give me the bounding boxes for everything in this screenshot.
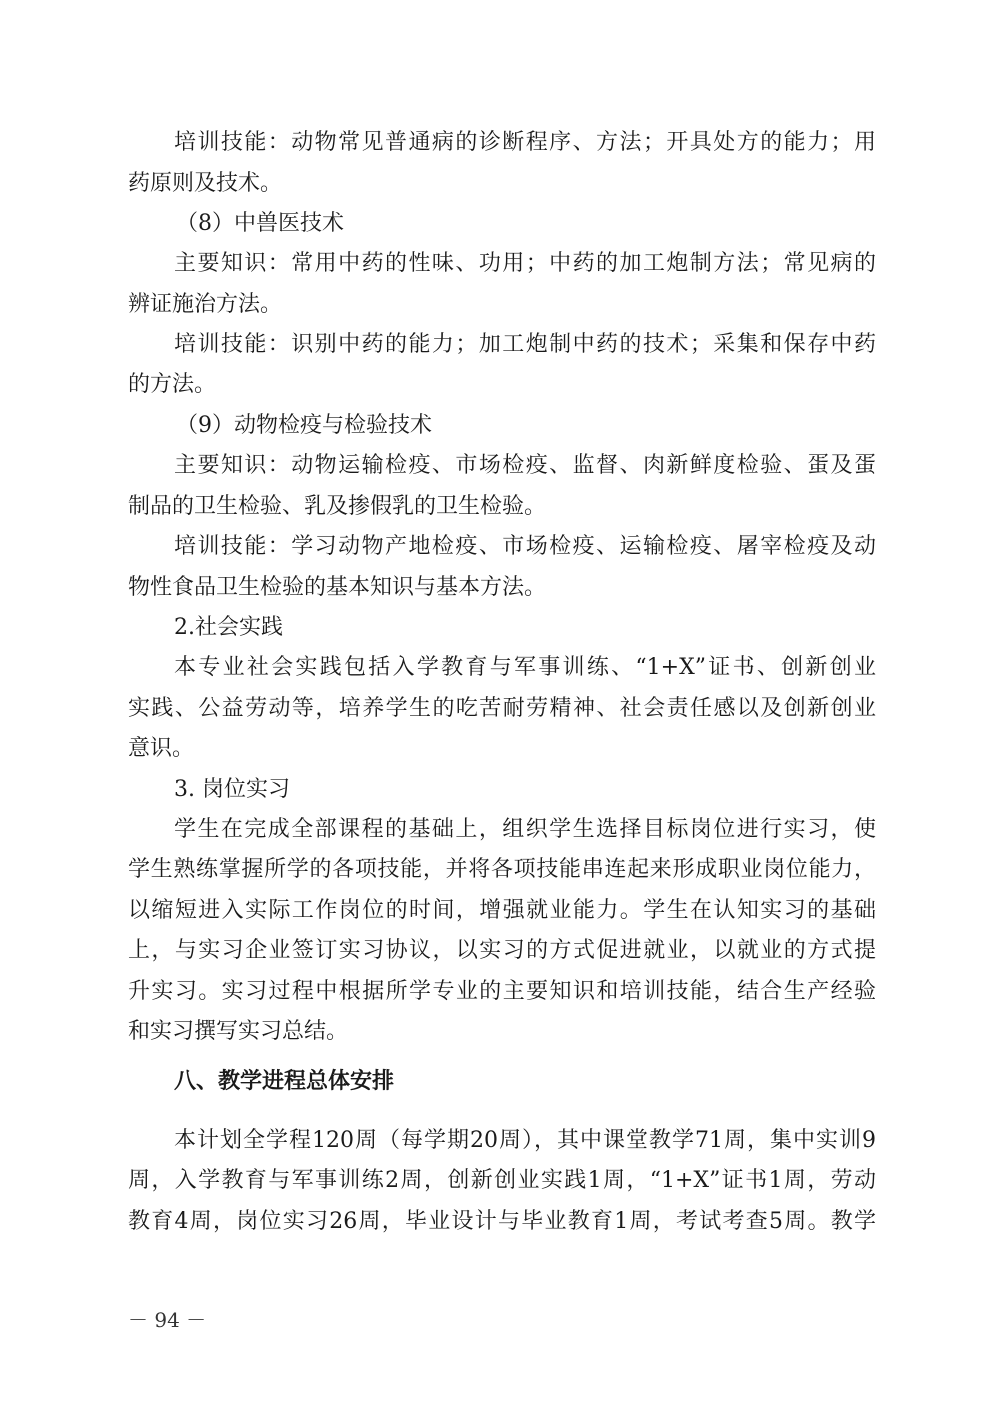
text-line: 的方法。 xyxy=(128,372,217,397)
text-line: 上，与实习企业签订实习协议，以实习的方式促进就业，以就业的方式提 xyxy=(128,938,876,963)
text-line: 药原则及技术。 xyxy=(128,171,283,196)
text-line: 主要知识：动物运输检疫、市场检疫、监督、肉新鲜度检验、蛋及蛋 xyxy=(174,453,876,478)
subsection-title: （8）中兽医技术 xyxy=(176,211,344,236)
text-line: 意识。 xyxy=(128,736,195,761)
text-line: 学生在完成全部课程的基础上，组织学生选择目标岗位进行实习，使 xyxy=(174,817,876,842)
chapter-heading: 八、教学进程总体安排 xyxy=(174,1069,395,1094)
text-line: 本专业社会实践包括入学教育与军事训练、“1+X”证书、创新创业 xyxy=(174,655,876,680)
text-line: 制品的卫生检验、乳及掺假乳的卫生检验。 xyxy=(128,494,547,519)
text-line: 教育4周，岗位实习26周，毕业设计与毕业教育1周，考试考查5周。教学 xyxy=(128,1209,876,1234)
text-line: 培训技能：学习动物产地检疫、市场检疫、运输检疫、屠宰检疫及动 xyxy=(174,534,876,559)
section-title: 2.社会实践 xyxy=(174,615,283,640)
text-line: 物性食品卫生检验的基本知识与基本方法。 xyxy=(128,575,547,600)
text-line: 升实习。实习过程中根据所学专业的主要知识和培训技能，结合生产经验 xyxy=(128,979,876,1004)
text-line: 和实习撰写实习总结。 xyxy=(128,1019,349,1044)
page-number: － 94 － xyxy=(128,1308,207,1332)
subsection-title: （9）动物检疫与检验技术 xyxy=(176,413,432,438)
text-line: 学生熟练掌握所学的各项技能，并将各项技能串连起来形成职业岗位能力， xyxy=(128,857,876,882)
text-line: 周，入学教育与军事训练2周，创新创业实践1周，“1+X”证书1周，劳动 xyxy=(128,1168,876,1193)
section-title: 3. 岗位实习 xyxy=(174,777,290,802)
text-line: 培训技能：识别中药的能力；加工炮制中药的技术；采集和保存中药 xyxy=(174,332,876,357)
text-line: 以缩短进入实际工作岗位的时间，增强就业能力。学生在认知实习的基础 xyxy=(128,898,876,923)
text-line: 辨证施治方法。 xyxy=(128,292,283,317)
text-line: 培训技能：动物常见普通病的诊断程序、方法；开具处方的能力；用 xyxy=(174,130,876,155)
text-line: 本计划全学程120周（每学期20周），其中课堂教学71周，集中实训9 xyxy=(174,1128,876,1153)
text-line: 实践、公益劳动等，培养学生的吃苦耐劳精神、社会责任感以及创新创业 xyxy=(128,696,876,721)
text-line: 主要知识：常用中药的性味、功用；中药的加工炮制方法；常见病的 xyxy=(174,251,876,276)
